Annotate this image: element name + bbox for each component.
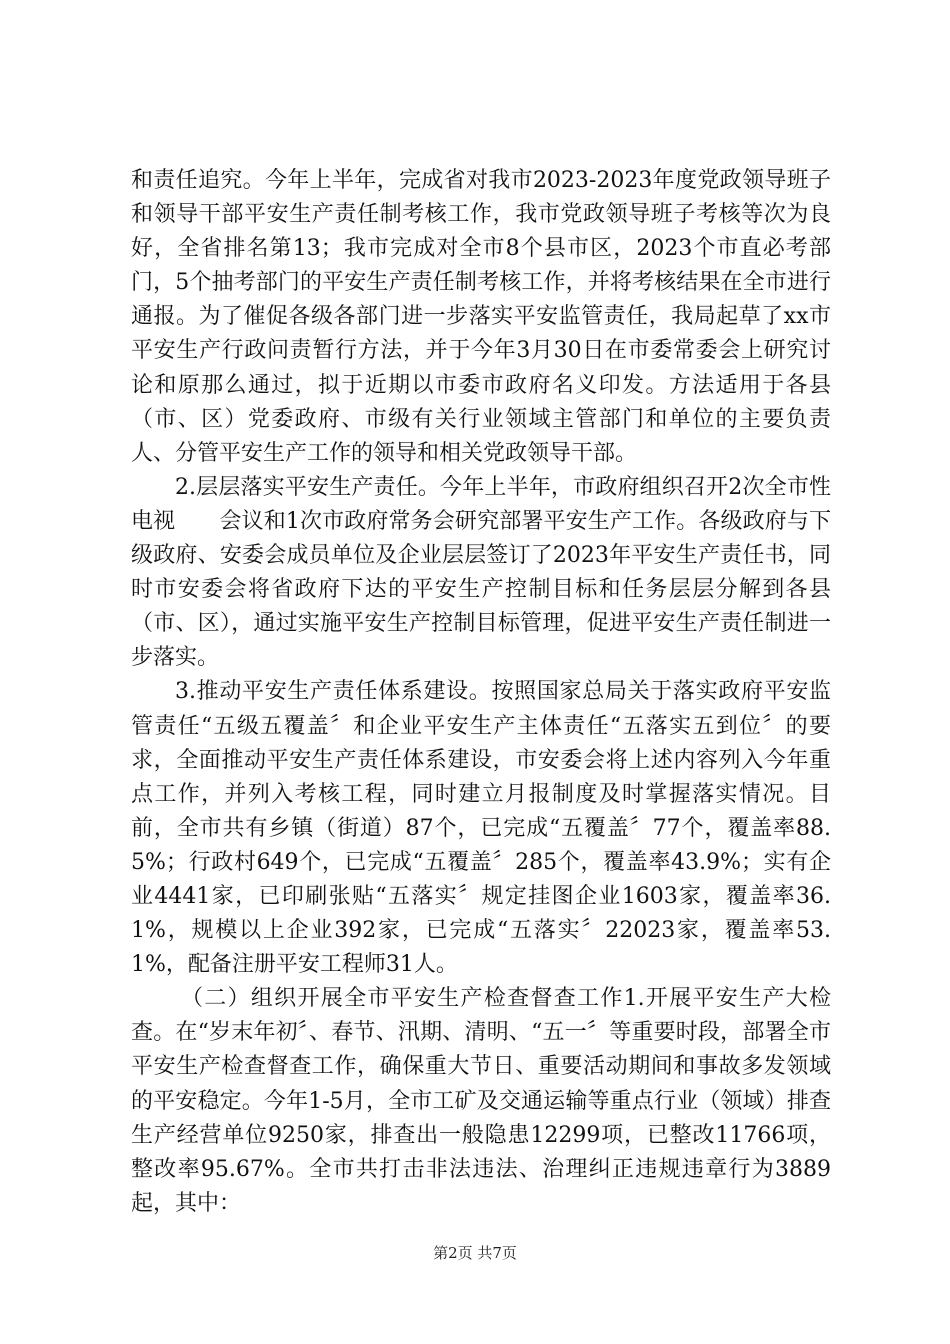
page-number-footer: 第2页 共7页: [433, 1244, 517, 1262]
paragraph-safety-inspection: （二）组织开展全市平安生产检查督查工作1.开展平安生产大检查。在“岁末年初〞、春节、汛期、清明、“五一〞等重要时段，部署全市平安生产检查督查工作，确保重大节日、重要活动期间和事故多发领域的平安稳定。今年1-5月，全市工矿及交通运输等重点行业（领域）排查生产经营单位9250家，排查出一般隐患12299项，已整改11766项，整改率95.67%。全市共打击非法违法、治理纠正违规违章行为3889起，其中：: [131, 986, 831, 1216]
paragraph-accountability: 和责任追究。今年上半年，完成省对我市2023-2023年度党政领导班子和领导干部平安生产责任制考核工作，我市党政领导班子考核等次为良好，全省排名第13；我市完成对全市8个县市区，2023个市直必考部门，5个抽考部门的平安生产责任制考核工作，并将考核结果在全市进行通报。为了催促各级各部门进一步落实平安监管责任，我局起草了xx市平安生产行政问责暂行方法，并于今年3月30日在市委常委会上研究讨论和原那么通过，拟于近期以市委市政府名义印发。方法适用于各县（市、区）党委政府、市级有关行业领域主管部门和单位的主要负责人、分管平安生产工作的领导和相关党政领导干部。: [131, 168, 831, 466]
paragraph-responsibility-system: 3.推动平安生产责任体系建设。按照国家总局关于落实政府平安监管责任“五级五覆盖〞和企业平安生产主体责任“五落实五到位〞的要求，全面推动平安生产责任体系建设，市安委会将上述内容列入今年重点工作，并列入考核工程，同时建立月报制度及时掌握落实情况。目前，全市共有乡镇（街道）87个，已完成“五覆盖〞77个，覆盖率88.5%；行政村649个，已完成“五覆盖〞285个，覆盖率43.9%；实有企业4441家，已印刷张贴“五落实〞规定挂图企业1603家，覆盖率36.1%，规模以上企业392家，已完成“五落实〞22023家，覆盖率53.1%，配备注册平安工程师31人。: [131, 679, 831, 978]
document-body: [131, 164, 831, 1221]
paragraph-responsibility-layers: 2.层层落实平安生产责任。今年上半年，市政府组织召开2次全市性电视 会议和1次市政府常务会研究部署平安生产工作。各级政府与下级政府、安委会成员单位及企业层层签订了2023年平安生产责任书，同时市安委会将省政府下达的平安生产控制目标和任务层层分解到各县（市、区），通过实施平安生产控制目标管理，促进平安生产责任制进一步落实。: [131, 474, 831, 671]
